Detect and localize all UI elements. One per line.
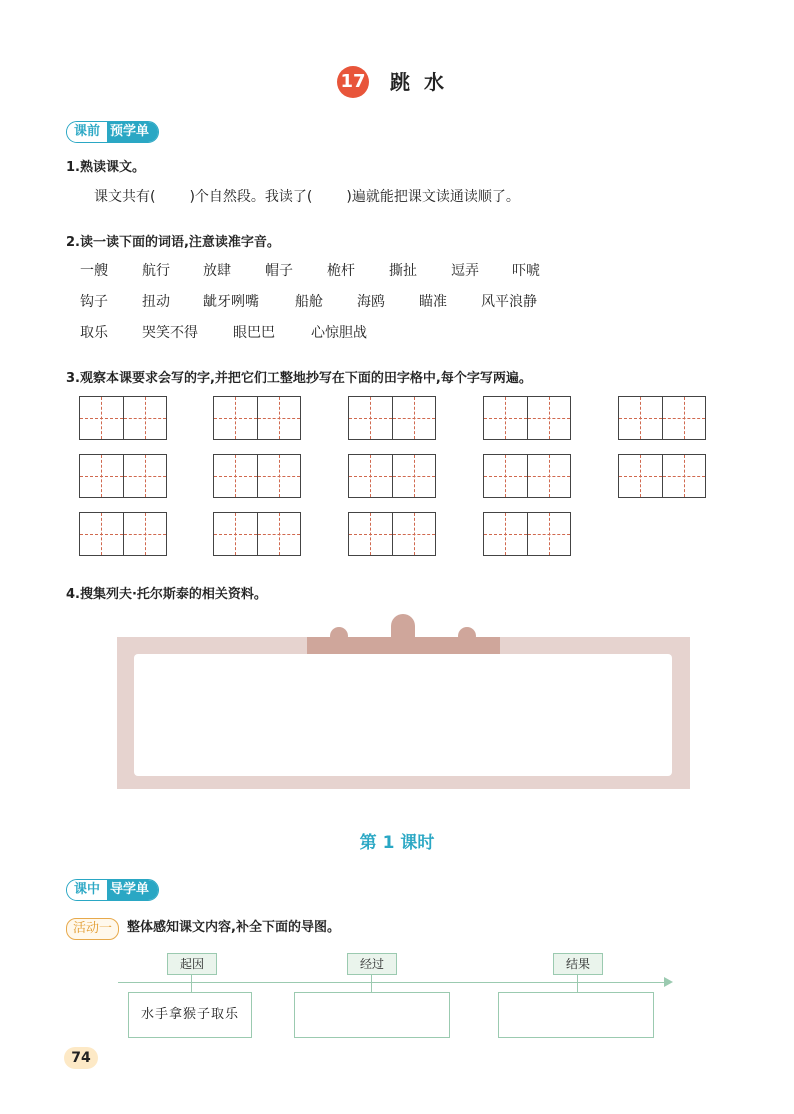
- vocab-word: 吓唬: [512, 263, 540, 279]
- tianzige-cell[interactable]: [527, 455, 571, 497]
- vocab-word: 帽子: [265, 263, 293, 279]
- question-4-title: 4.搜集列夫·托尔斯泰的相关资料。: [66, 587, 267, 602]
- question-2-title: 2.读一读下面的词语,注意读准字音。: [66, 235, 280, 250]
- vocab-word: 龇牙咧嘴: [203, 294, 259, 310]
- lesson-title: 跳水: [390, 70, 458, 94]
- vocab-word: 心惊胆战: [311, 325, 367, 341]
- tianzige-cell[interactable]: [257, 397, 301, 439]
- vocab-word: 取乐: [80, 325, 108, 341]
- tianzige-pair[interactable]: [483, 454, 571, 498]
- tianzige-cell[interactable]: [80, 513, 123, 555]
- tianzige-cell[interactable]: [662, 455, 706, 497]
- flow-box-process[interactable]: [294, 992, 450, 1038]
- tianzige-pair[interactable]: [483, 512, 571, 556]
- pre-class-tag-sub: 预学单: [107, 122, 158, 142]
- flow-stem-result: [577, 974, 578, 992]
- tianzige-cell[interactable]: [257, 513, 301, 555]
- tianzige-cell[interactable]: [484, 455, 527, 497]
- tianzige-pair[interactable]: [213, 454, 301, 498]
- tianzige-cell[interactable]: [123, 455, 167, 497]
- tianzige-pair[interactable]: [213, 396, 301, 440]
- tianzige-cell[interactable]: [484, 397, 527, 439]
- tianzige-cell[interactable]: [80, 397, 123, 439]
- tianzige-pair[interactable]: [618, 454, 706, 498]
- tianzige-cell[interactable]: [123, 513, 167, 555]
- tianzige-pair[interactable]: [348, 512, 436, 556]
- tianzige-cell[interactable]: [214, 513, 257, 555]
- tianzige-cell[interactable]: [619, 455, 662, 497]
- vocab-word: 船舱: [295, 294, 323, 310]
- tianzige-cell[interactable]: [527, 513, 571, 555]
- tianzige-cell[interactable]: [392, 455, 436, 497]
- tianzige-pair[interactable]: [348, 454, 436, 498]
- tianzige-cell[interactable]: [214, 455, 257, 497]
- vocab-word: 眼巴巴: [233, 325, 275, 341]
- vocab-word: 海鸥: [357, 294, 385, 310]
- vocab-word: 风平浪静: [481, 294, 537, 310]
- flow-label-cause: 起因: [167, 953, 217, 975]
- flow-stem-cause: [191, 974, 192, 992]
- tianzige-cell[interactable]: [392, 397, 436, 439]
- flow-box-result[interactable]: [498, 992, 654, 1038]
- tianzige-cell[interactable]: [257, 455, 301, 497]
- vocab-word: 扭动: [142, 294, 170, 310]
- pre-class-tag: [66, 121, 159, 143]
- lesson-number-badge: 17: [337, 66, 369, 98]
- in-class-tag: [66, 879, 159, 901]
- vocab-word: 桅杆: [327, 263, 355, 279]
- activity-tag: 活动一: [66, 918, 119, 940]
- page-number: 74: [64, 1047, 98, 1069]
- tianzige-cell[interactable]: [349, 397, 392, 439]
- tianzige-cell[interactable]: [123, 397, 167, 439]
- in-class-tag-sub: 导学单: [107, 880, 158, 900]
- flow-stem-process: [371, 974, 372, 992]
- tianzige-pair[interactable]: [79, 454, 167, 498]
- flow-arrow-head: [664, 977, 673, 987]
- vocab-word: 瞄准: [419, 294, 447, 310]
- tianzige-pair[interactable]: [483, 396, 571, 440]
- notes-writing-area[interactable]: [134, 654, 672, 776]
- flow-label-result: 结果: [553, 953, 603, 975]
- flow-label-process: 经过: [347, 953, 397, 975]
- tianzige-cell[interactable]: [349, 455, 392, 497]
- tianzige-cell[interactable]: [80, 455, 123, 497]
- vocab-word: 一艘: [80, 263, 108, 279]
- activity-instruction: 整体感知课文内容,补全下面的导图。: [127, 920, 340, 935]
- vocab-word: 撕扯: [389, 263, 417, 279]
- tianzige-cell[interactable]: [392, 513, 436, 555]
- vocab-word: 钩子: [80, 294, 108, 310]
- in-class-tag-label: 课中: [67, 880, 107, 900]
- flow-arrow-line: [118, 982, 666, 983]
- period-title: 第 1 课时: [359, 833, 435, 853]
- tianzige-pair[interactable]: [79, 512, 167, 556]
- vocab-word: 哭笑不得: [142, 325, 198, 341]
- question-3-title: 3.观察本课要求会写的字,并把它们工整地抄写在下面的田字格中,每个字写两遍。: [66, 371, 532, 386]
- vocab-word: 放肆: [203, 263, 231, 279]
- tianzige-cell[interactable]: [214, 397, 257, 439]
- tianzige-cell[interactable]: [484, 513, 527, 555]
- tianzige-cell[interactable]: [619, 397, 662, 439]
- question-1-line: [94, 186, 520, 206]
- q1-text-part3: )遍就能把课文读通读顺了。: [346, 189, 520, 205]
- q1-text-part1: 课文共有(: [94, 189, 156, 205]
- tianzige-cell[interactable]: [349, 513, 392, 555]
- tianzige-pair[interactable]: [618, 396, 706, 440]
- q1-text-part2: )个自然段。我读了(: [189, 189, 313, 205]
- tianzige-cell[interactable]: [527, 397, 571, 439]
- tianzige-pair[interactable]: [213, 512, 301, 556]
- tianzige-cell[interactable]: [662, 397, 706, 439]
- flow-box-cause: 水手拿猴子取乐: [128, 992, 252, 1038]
- vocab-word: 航行: [142, 263, 170, 279]
- tianzige-pair[interactable]: [348, 396, 436, 440]
- tianzige-pair[interactable]: [79, 396, 167, 440]
- pre-class-tag-label: 课前: [67, 122, 107, 142]
- question-1-title: 1.熟读课文。: [66, 160, 145, 175]
- vocab-word: 逗弄: [451, 263, 479, 279]
